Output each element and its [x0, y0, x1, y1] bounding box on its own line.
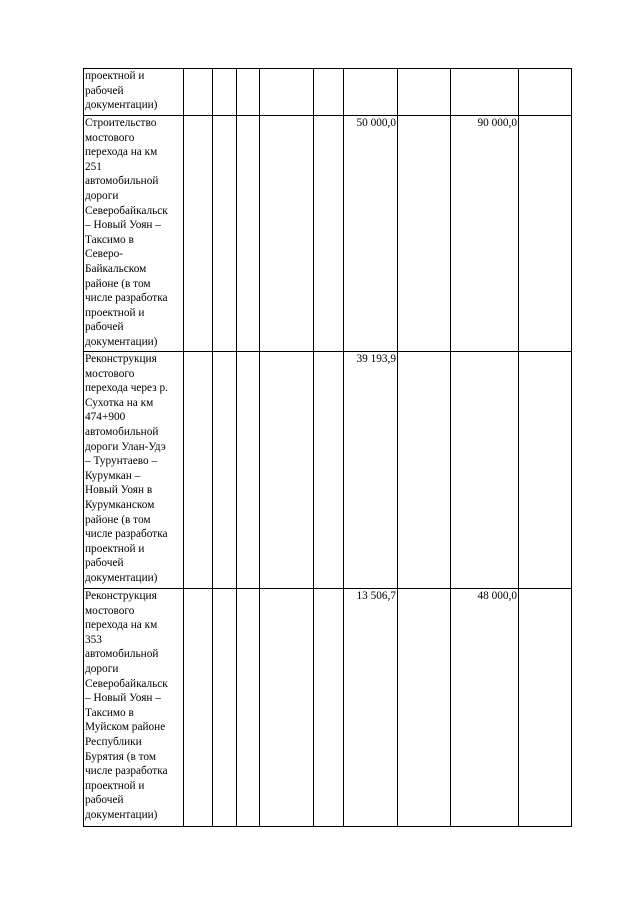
object-name-line: мостового: [85, 367, 135, 380]
object-name-line: Сухотка на км: [85, 396, 154, 409]
object-name-line: дороги: [85, 662, 119, 675]
object-name-line: Байкальском: [85, 262, 147, 275]
value-cell: [213, 69, 237, 116]
object-name-line: Республики: [85, 735, 142, 748]
object-name-line: автомобильной: [85, 175, 159, 188]
object-name-cell: [84, 69, 184, 116]
object-name-line: проектной и: [85, 542, 145, 555]
object-name-line: дороги: [85, 189, 119, 202]
object-name-line: Таксимо в: [85, 233, 134, 246]
value-cell: 48 000,0: [451, 589, 519, 827]
object-name-line: автомобильной: [85, 425, 159, 438]
object-name-line: рабочей: [85, 794, 124, 807]
budget-table: [83, 68, 572, 827]
value-cell: [314, 116, 344, 352]
value-cell: 13 506,7: [344, 589, 398, 827]
value-cell: [519, 69, 572, 116]
object-name-line: – Новый Уоян –: [85, 692, 161, 705]
object-name-line: рабочей: [85, 84, 124, 97]
object-name-line: мостового: [85, 131, 135, 144]
object-name-line: – Новый Уоян –: [85, 219, 161, 232]
object-name-line: районе (в том: [85, 277, 151, 290]
value-cell: [451, 69, 519, 116]
object-name-line: Реконструкция: [85, 353, 157, 365]
value-cell: [398, 116, 451, 352]
value-cell: [184, 352, 213, 589]
object-name-line: 251: [85, 160, 102, 173]
value-cell: [260, 589, 314, 827]
object-name-line: Северобайкальск: [85, 677, 168, 690]
table-body: [84, 69, 572, 827]
value-cell: [213, 116, 237, 352]
object-name-line: Курумкан –: [85, 469, 141, 482]
object-name-line: числе разработка: [85, 528, 168, 541]
value-cell: [451, 352, 519, 589]
object-name-line: Северо-: [85, 248, 124, 261]
value-cell: [184, 116, 213, 352]
value-cell: [213, 352, 237, 589]
object-name-line: документации): [85, 808, 158, 821]
object-name-line: документации): [85, 99, 158, 112]
object-name-line: 353: [85, 633, 102, 646]
value-cell: [260, 116, 314, 352]
object-name-line: перехода через р.: [85, 382, 168, 395]
object-name-line: числе разработка: [85, 292, 168, 305]
object-name-line: проектной и: [85, 70, 145, 82]
value-cell: [237, 116, 260, 352]
object-name-line: проектной и: [85, 306, 145, 319]
value-cell: [184, 589, 213, 827]
value-cell: [237, 69, 260, 116]
object-name-line: Северобайкальск: [85, 204, 168, 217]
object-name-line: Таксимо в: [85, 706, 134, 719]
value-cell: [260, 352, 314, 589]
value-cell: [213, 589, 237, 827]
value-cell: [314, 589, 344, 827]
object-name-line: дороги Улан-Удэ: [85, 440, 166, 453]
object-name-line: Муйском районе: [85, 721, 166, 734]
object-name-line: рабочей: [85, 557, 124, 570]
object-name-line: перехода на км: [85, 619, 158, 632]
value-cell: [398, 352, 451, 589]
object-name-line: мостового: [85, 604, 135, 617]
object-name-line: документации): [85, 571, 158, 584]
object-name-line: перехода на км: [85, 146, 158, 159]
object-name-cell: [84, 352, 184, 589]
object-name-line: Реконструкция: [85, 590, 157, 602]
object-name-line: Строительство: [85, 117, 157, 129]
value-cell: 39 193,9: [344, 352, 398, 589]
value-cell: [184, 69, 213, 116]
object-name-line: – Турунтаево –: [85, 455, 158, 468]
table-row: [84, 116, 572, 352]
value-cell: [519, 589, 572, 827]
object-name-line: районе (в том: [85, 513, 151, 526]
object-name-line: рабочей: [85, 321, 124, 334]
object-name-line: проектной и: [85, 779, 145, 792]
table-row: [84, 352, 572, 589]
object-name-line: Курумканском: [85, 498, 155, 511]
value-cell: [260, 69, 314, 116]
table-row: [84, 69, 572, 116]
object-name-line: Новый Уоян в: [85, 484, 153, 497]
object-name-line: числе разработка: [85, 765, 168, 778]
value-cell: [519, 352, 572, 589]
object-name-cell: [84, 589, 184, 827]
value-cell: [237, 589, 260, 827]
value-cell: [314, 352, 344, 589]
object-name-line: 474+900: [85, 411, 126, 424]
value-cell: [237, 352, 260, 589]
value-cell: 90 000,0: [451, 116, 519, 352]
value-cell: [398, 69, 451, 116]
object-name-line: Бурятия (в том: [85, 750, 156, 763]
object-name-line: документации): [85, 335, 158, 348]
object-name-line: автомобильной: [85, 648, 159, 661]
value-cell: 50 000,0: [344, 116, 398, 352]
value-cell: [398, 589, 451, 827]
object-name-cell: [84, 116, 184, 352]
table-row: [84, 589, 572, 827]
value-cell: [314, 69, 344, 116]
value-cell: [344, 69, 398, 116]
value-cell: [519, 116, 572, 352]
